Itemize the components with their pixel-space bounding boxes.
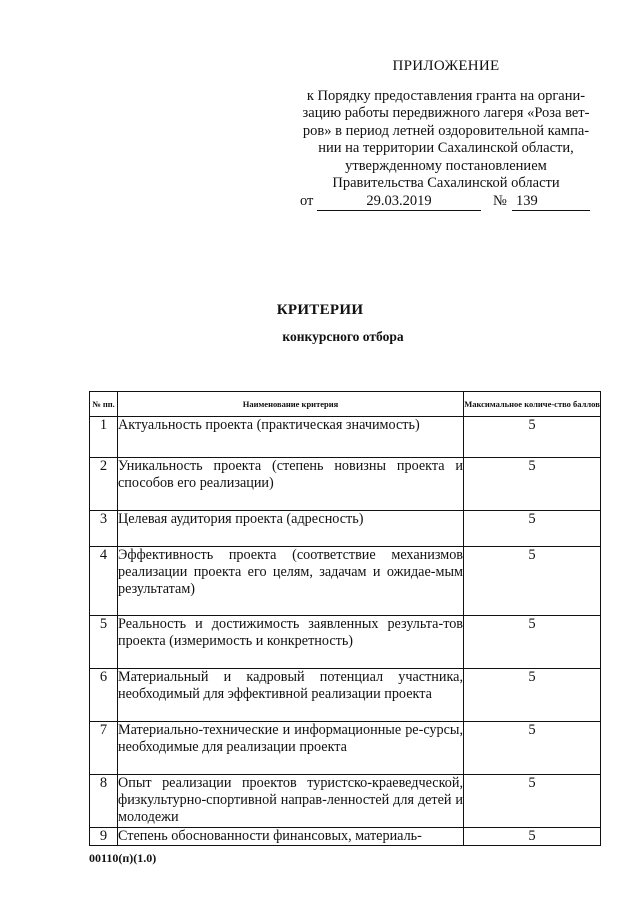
row-num: 1 bbox=[90, 417, 118, 458]
criterion-name: Актуальность проекта (практическая значимость) bbox=[118, 417, 464, 458]
resolution-number: 139 bbox=[512, 193, 590, 212]
appendix-line: зацию работы передвижного лагеря «Роза вет- bbox=[302, 105, 590, 121]
row-num: 7 bbox=[90, 722, 118, 775]
max-score: 5 bbox=[464, 547, 601, 616]
max-score: 5 bbox=[464, 722, 601, 775]
criterion-name: Опыт реализации проектов туристско-краеведческой, физкультурно-спортивной направ-ленностей для детей и молодежи bbox=[118, 775, 464, 828]
table-row bbox=[90, 828, 601, 846]
document-title: КРИТЕРИИ bbox=[276, 302, 364, 318]
max-score: 5 bbox=[464, 775, 601, 828]
header-num: № пп. bbox=[90, 392, 118, 417]
table-row bbox=[90, 616, 601, 669]
max-score: 5 bbox=[464, 616, 601, 669]
row-num: 6 bbox=[90, 669, 118, 722]
criterion-name: Уникальность проекта (степень новизны проекта и способов его реализации) bbox=[118, 458, 464, 511]
table-row bbox=[90, 775, 601, 828]
appendix-line: нии на территории Сахалинской области, bbox=[318, 140, 574, 156]
table-row bbox=[90, 458, 601, 511]
document-subtitle: конкурсного отбора bbox=[282, 329, 404, 344]
table-row bbox=[90, 511, 601, 547]
criteria-table bbox=[89, 391, 601, 846]
resolution-date-line bbox=[300, 193, 592, 211]
table-header-row bbox=[90, 392, 601, 417]
appendix-block bbox=[300, 58, 592, 211]
resolution-date: 29.03.2019 bbox=[317, 193, 481, 212]
max-score: 5 bbox=[464, 828, 601, 846]
form-code: 00110(п)(1.0) bbox=[89, 851, 157, 865]
date-label: от bbox=[300, 192, 314, 209]
table-row bbox=[90, 547, 601, 616]
criterion-name: Материальный и кадровый потенциал участника, необходимый для эффективной реализации проекта bbox=[118, 669, 464, 722]
max-score: 5 bbox=[464, 669, 601, 722]
criterion-name: Эффективность проекта (соответствие механизмов реализации проекта его целям, задачам и ожидае-мым результатам) bbox=[118, 547, 464, 616]
max-score: 5 bbox=[464, 511, 601, 547]
table-row bbox=[90, 669, 601, 722]
appendix-heading: ПРИЛОЖЕНИЕ bbox=[392, 58, 500, 74]
row-num: 3 bbox=[90, 511, 118, 547]
appendix-line: ров» в период летней оздоровительной кампа- bbox=[302, 122, 590, 139]
criterion-name: Степень обоснованности финансовых, материаль- bbox=[118, 828, 464, 846]
appendix-line: утвержденному постановлением bbox=[345, 157, 547, 174]
criterion-name: Материально-технические и информационные ре-сурсы, необходимые для реализации проекта bbox=[118, 722, 464, 775]
max-score: 5 bbox=[464, 458, 601, 511]
appendix-line: Правительства Сахалинской области bbox=[332, 175, 560, 191]
table-row bbox=[90, 417, 601, 458]
row-num: 9 bbox=[90, 828, 118, 846]
number-label: № bbox=[493, 192, 507, 209]
table-row bbox=[90, 722, 601, 775]
row-num: 8 bbox=[90, 775, 118, 828]
appendix-line: к Порядку предоставления гранта на органи- bbox=[306, 87, 586, 104]
criterion-name: Целевая аудитория проекта (адресность) bbox=[118, 511, 464, 547]
row-num: 5 bbox=[90, 616, 118, 669]
row-num: 2 bbox=[90, 458, 118, 511]
row-num: 4 bbox=[90, 547, 118, 616]
criterion-name: Реальность и достижимость заявленных результа-тов проекта (измеримость и конкретность) bbox=[118, 616, 464, 669]
max-score: 5 bbox=[464, 417, 601, 458]
header-max-score: Максимальное количе-ство баллов bbox=[464, 392, 601, 417]
header-name: Наименование критерия bbox=[118, 392, 464, 417]
